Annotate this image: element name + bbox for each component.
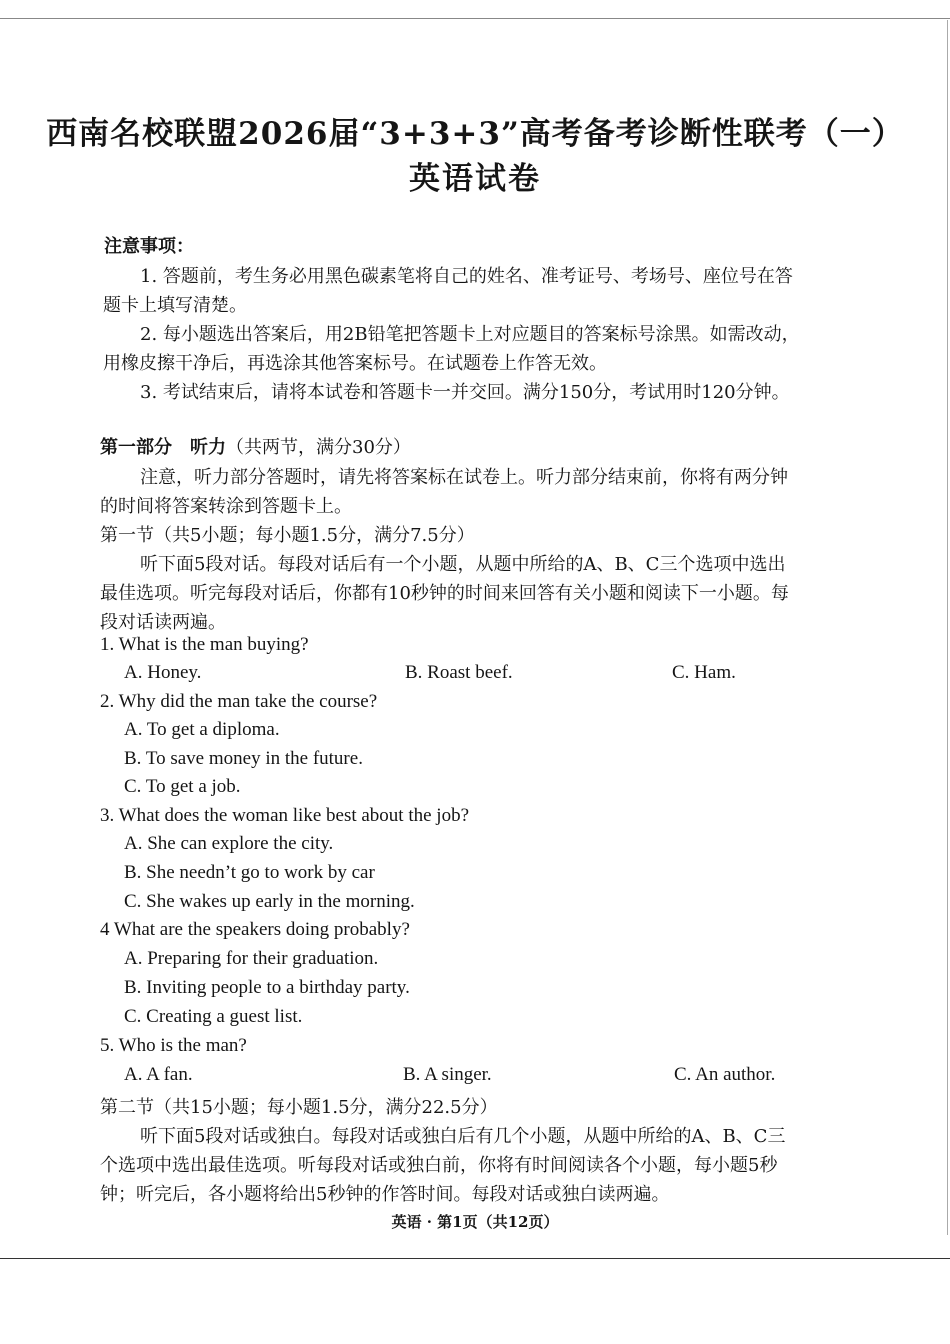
page-footer: 英语 · 第1页（共12页） (391, 1213, 559, 1231)
question-2: 2. Why did the man take the course? (100, 691, 378, 712)
part1-heading-title: 第一部分 听力 (100, 437, 226, 458)
question-3-option-b: B. She needn’t go to work by car (124, 862, 375, 883)
notice-heading: 注意事项： (104, 236, 194, 257)
notice-item-2: 2. 每小题选出答案后，用2B铅笔把答题卡上对应题目的答案标号涂黑。如需改动， (140, 324, 800, 345)
right-rule (947, 20, 948, 1235)
notice-item-3: 3. 考试结束后，请将本试卷和答题卡一并交回。满分150分，考试用时120分钟。 (140, 382, 790, 403)
part1-heading-note: （共两节，满分30分） (226, 437, 411, 458)
question-1-option-a: A. Honey. (124, 662, 202, 683)
section2-intro-end: 钟；听完后，各小题将给出5秒钟的作答时间。每段对话或独白读两遍。 (100, 1184, 670, 1205)
section2-heading: 第二节（共15小题；每小题1.5分，满分22.5分） (100, 1097, 498, 1118)
question-4-option-c: C. Creating a guest list. (124, 1006, 303, 1027)
section1-intro-end: 段对话读两遍。 (100, 612, 226, 633)
section1-heading: 第一节（共5小题；每小题1.5分，满分7.5分） (100, 525, 475, 546)
bottom-rule (0, 1258, 950, 1259)
notice-item-1-cont: 题卡上填写清楚。 (103, 295, 247, 316)
question-1-option-c: C. Ham. (672, 662, 736, 683)
question-2-option-a: A. To get a diploma. (124, 719, 280, 740)
question-5: 5. Who is the man? (100, 1035, 247, 1056)
exam-title: 西南名校联盟2026届“3+3+3”高考备考诊断性联考（一） (46, 116, 904, 152)
part1-intro: 注意，听力部分答题时，请先将答案标在试卷上。听力部分结束前，你将有两分钟 (140, 467, 788, 488)
section2-intro-cont: 个选项中选出最佳选项。听每段对话或独白前，你将有时间阅读各个小题，每小题5秒 (100, 1155, 778, 1176)
section2-intro: 听下面5段对话或独白。每段对话或独白后有几个小题，从题中所给的A、B、C三 (140, 1126, 786, 1147)
top-rule (0, 18, 950, 19)
exam-subtitle: 英语试卷 (409, 161, 541, 197)
question-1: 1. What is the man buying? (100, 634, 309, 655)
section1-intro: 听下面5段对话。每段对话后有一个小题，从题中所给的A、B、C三个选项中选出 (140, 554, 786, 575)
question-4-option-b: B. Inviting people to a birthday party. (124, 977, 410, 998)
question-5-option-b: B. A singer. (403, 1064, 492, 1085)
notice-item-1: 1. 答题前，考生务必用黑色碳素笔将自己的姓名、准考证号、考场号、座位号在答 (140, 266, 793, 287)
question-2-option-c: C. To get a job. (124, 776, 241, 797)
question-1-option-b: B. Roast beef. (405, 662, 513, 683)
part1-heading (100, 433, 411, 459)
question-5-option-c: C. An author. (674, 1064, 776, 1085)
notice-item-2-cont: 用橡皮擦干净后，再选涂其他答案标号。在试题卷上作答无效。 (103, 353, 607, 374)
question-3: 3. What does the woman like best about the job? (100, 805, 470, 826)
question-4: 4 What are the speakers doing probably? (100, 919, 410, 940)
section1-intro-cont: 最佳选项。听完每段对话后，你都有10秒钟的时间来回答有关小题和阅读下一小题。每 (100, 583, 789, 604)
question-3-option-a: A. She can explore the city. (124, 833, 334, 854)
question-2-option-b: B. To save money in the future. (124, 748, 363, 769)
question-4-option-a: A. Preparing for their graduation. (124, 948, 379, 969)
question-3-option-c: C. She wakes up early in the morning. (124, 891, 415, 912)
part1-intro-cont: 的时间将答案转涂到答题卡上。 (100, 496, 352, 517)
question-5-option-a: A. A fan. (124, 1064, 193, 1085)
